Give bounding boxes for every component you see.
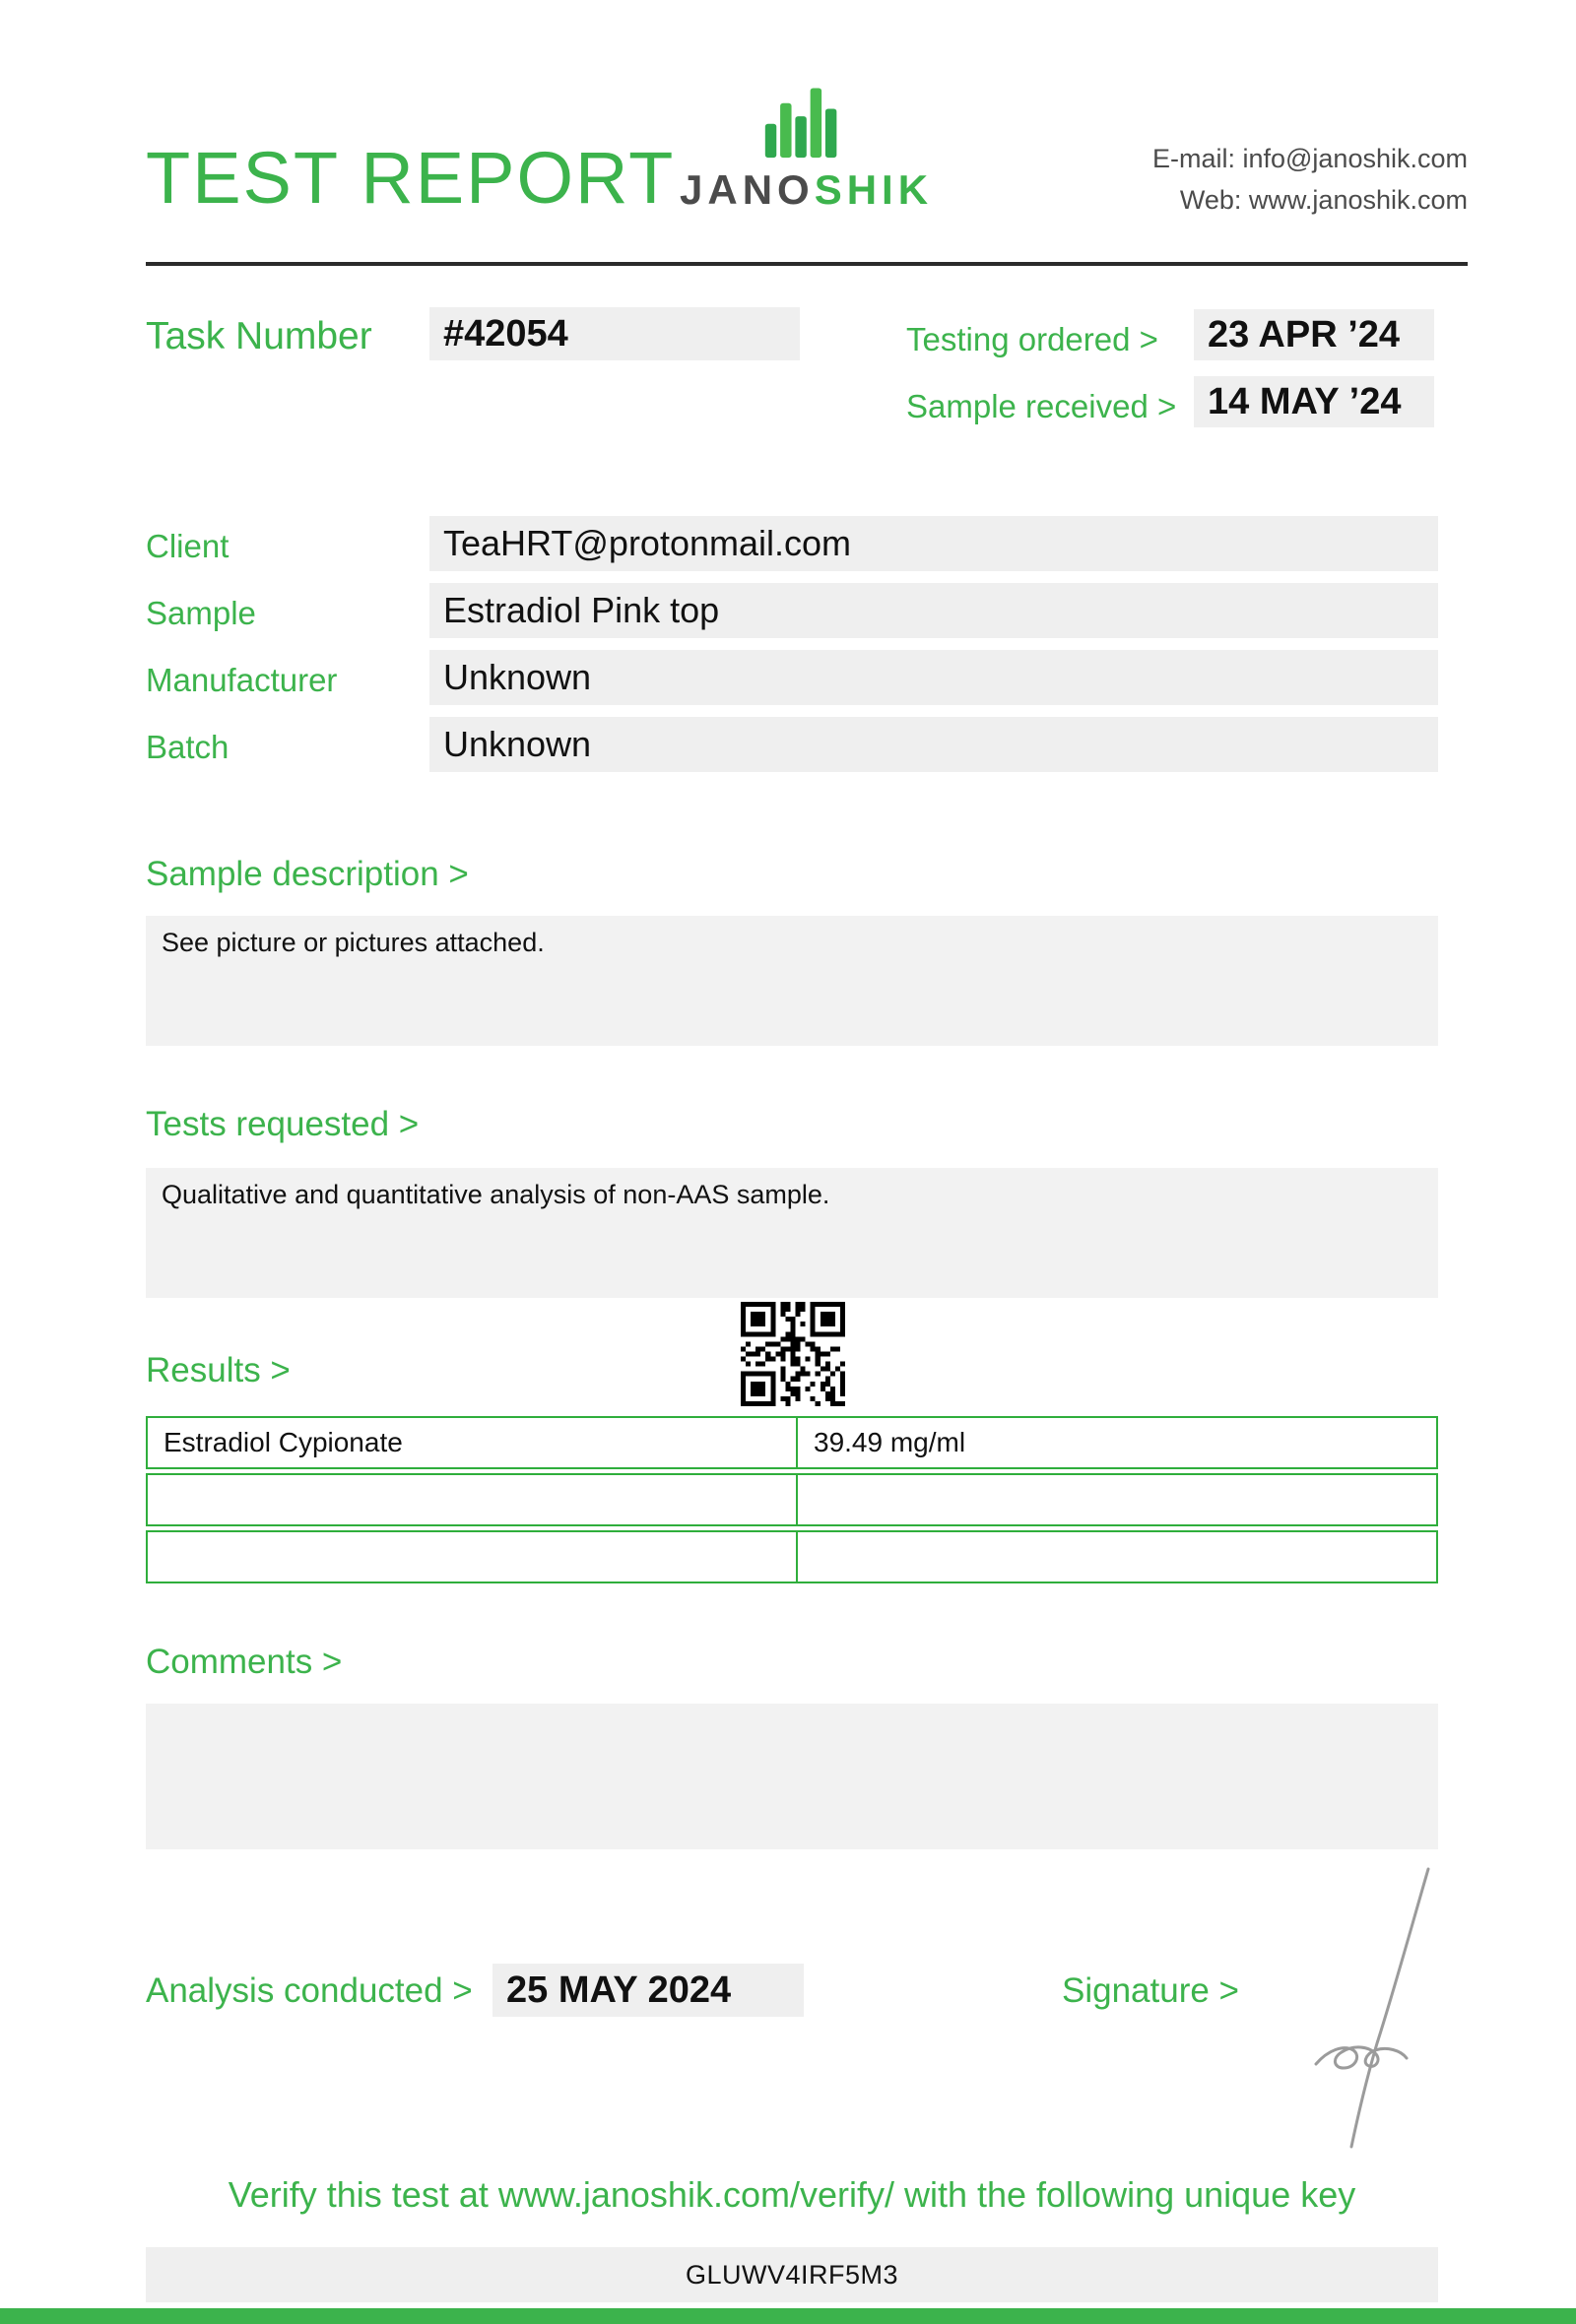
table-row xyxy=(146,1416,1438,1469)
testing-ordered-value: 23 APR ’24 xyxy=(1194,309,1434,360)
contact-info xyxy=(1152,138,1468,221)
result-concentration xyxy=(798,1532,1436,1582)
detail-label-batch: Batch xyxy=(146,729,230,765)
task-number-label: Task Number xyxy=(146,315,372,357)
results-heading: Results > xyxy=(146,1351,291,1389)
result-substance xyxy=(148,1532,798,1582)
signature-label: Signature > xyxy=(1062,1971,1239,2010)
result-substance xyxy=(148,1475,798,1524)
janoshik-logo xyxy=(680,77,934,214)
table-row xyxy=(146,1530,1438,1583)
email-line: E-mail: info@janoshik.com xyxy=(1151,144,1468,173)
sample-received-value: 14 MAY ’24 xyxy=(1194,376,1434,427)
page-title: TEST REPORT xyxy=(146,137,676,219)
tests-requested-box: Qualitative and quantitative analysis of non-AAS sample. xyxy=(146,1168,1438,1298)
logo-text-jano: JANO xyxy=(680,166,815,213)
task-number-value: #42054 xyxy=(429,307,800,360)
tests-requested-heading: Tests requested > xyxy=(146,1105,420,1143)
testing-ordered-label: Testing ordered > xyxy=(906,321,1158,357)
detail-label-sample: Sample xyxy=(146,595,256,631)
detail-label-client: Client xyxy=(146,528,230,564)
analysis-conducted-date: 25 MAY 2024 xyxy=(492,1964,804,2017)
footer-green-bar xyxy=(0,2308,1576,2324)
detail-value-batch: Unknown xyxy=(429,717,1438,772)
result-concentration: 39.49 mg/ml xyxy=(814,1427,966,1457)
table-row xyxy=(146,1473,1438,1526)
analysis-conducted-label: Analysis conducted > xyxy=(146,1971,473,2010)
web-line: Web: www.janoshik.com xyxy=(1179,185,1468,215)
bar-chart-logo-icon xyxy=(754,77,852,160)
sample-received-label: Sample received > xyxy=(906,388,1177,424)
handwritten-signature xyxy=(1280,1861,1448,2157)
comments-heading: Comments > xyxy=(146,1643,343,1681)
verify-key: GLUWV4IRF5M3 xyxy=(146,2247,1438,2302)
results-table xyxy=(146,1416,1438,1587)
detail-value-client: TeaHRT@protonmail.com xyxy=(429,516,1438,571)
header-divider xyxy=(146,262,1468,266)
detail-value-sample: Estradiol Pink top xyxy=(429,583,1438,638)
sample-description-heading: Sample description > xyxy=(146,855,469,893)
sample-description-box: See picture or pictures attached. xyxy=(146,916,1438,1046)
logo-text-shik: SHIK xyxy=(814,166,934,213)
result-substance: Estradiol Cypionate xyxy=(148,1418,798,1467)
qr-code xyxy=(741,1302,845,1406)
verify-instructions: Verify this test at www.janoshik.com/verify/ with the following unique key xyxy=(228,2174,1356,2215)
detail-value-manufacturer: Unknown xyxy=(429,650,1438,705)
logo-wordmark xyxy=(680,166,934,214)
detail-label-manufacturer: Manufacturer xyxy=(146,662,338,698)
result-concentration xyxy=(798,1475,1436,1524)
comments-box xyxy=(146,1704,1438,1849)
